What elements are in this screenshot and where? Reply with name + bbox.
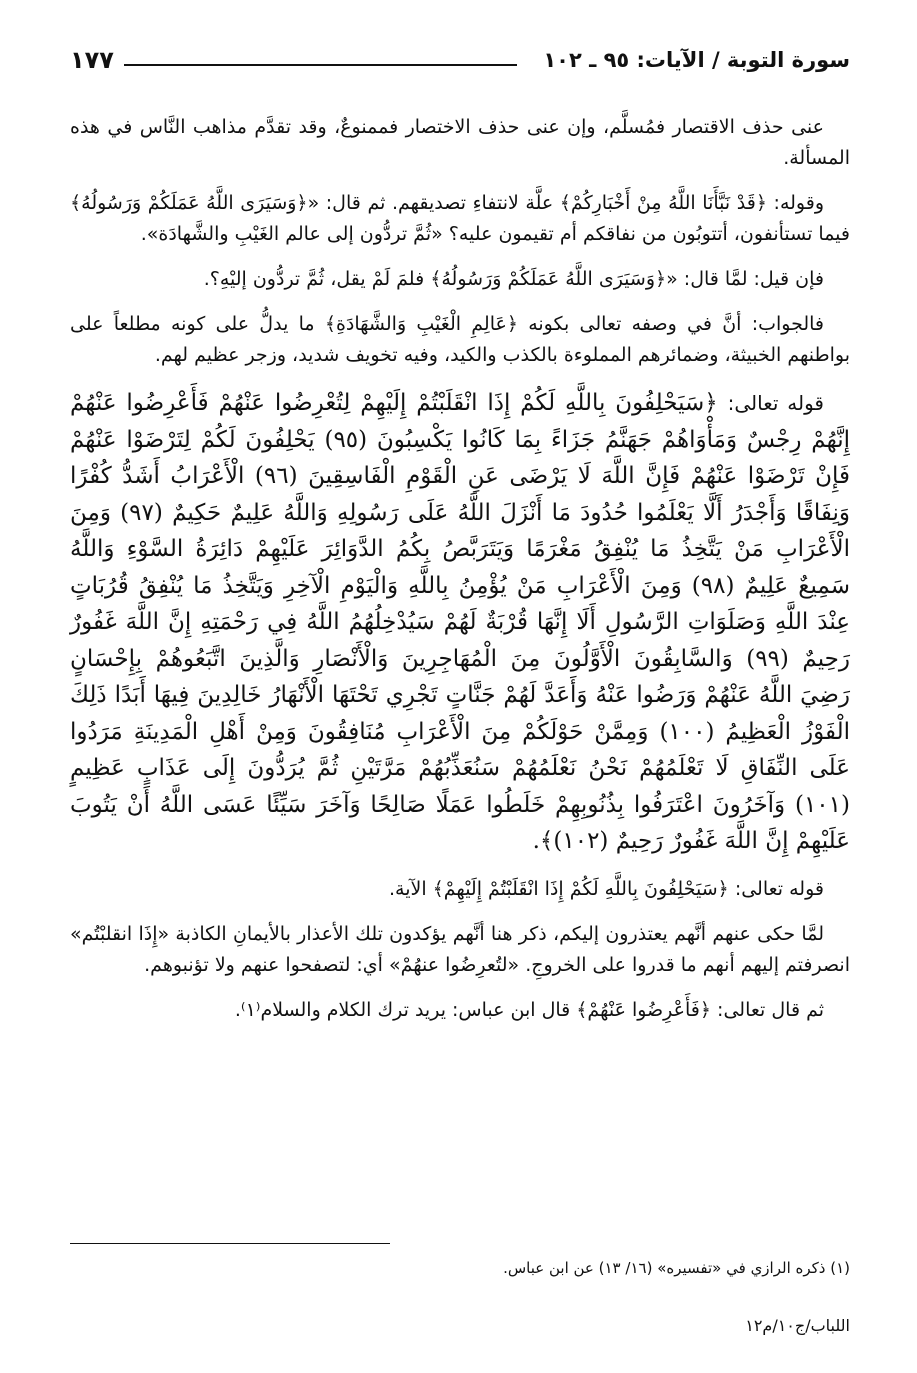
quran-intro: قوله تعالى:	[727, 391, 824, 415]
paragraph: وقوله: ﴿قَدْ نَبَّأَنَا اللَّهُ مِنْ أَخْبَارِكُمْ﴾ علَّة لانتفاءِ تصديقهم. ثم قال: «﴿وَسَيَرَى اللَّهُ عَمَلَكُمْ وَرَسُولُهُ﴾ فيما تستأنفون، أتتوبُون من نفاقكم أم تقيمون عليه؟ «ثُمَّ تردُّون إلى عالم الغَيْبِ والشَّهادَة».	[70, 192, 850, 245]
book-page	[70, 28, 850, 1348]
paragraph: قوله تعالى: ﴿سَيَحْلِفُونَ بِاللَّهِ لَكُمْ إِذَا انْقَلَبْتُمْ إِلَيْهِمْ﴾ الآية.	[388, 877, 824, 900]
paragraph: لمَّا حكى عنهم أنَّهم يعتذرون إليكم، ذكر هنا أنَّهم يؤكدون تلك الأعذار بالأيمانِ الكاذبة «إِذَا انقلبْتُم» انصرفتم إليهم أنهم ما قدروا على الخروجِ. «لتُعرِضُوا عنهُمْ» أي: لتصفحوا عنهم ولا تؤنبوهم.	[70, 922, 850, 976]
page-number: ١٧٧	[70, 46, 114, 74]
paragraph: فإن قيل: لمَّا قال: «﴿وَسَيَرَى اللَّهُ عَمَلَكُمْ وَرَسُولُهُ﴾ فلمَ لَمْ يقل، ثُمَّ تردُّون إليْهِ؟.	[203, 268, 824, 290]
page-body	[70, 112, 850, 1040]
quran-verses-text: ﴿سَيَحْلِفُونَ بِاللَّهِ لَكُمْ إِذَا انْقَلَبْتُمْ إِلَيْهِمْ لِتُعْرِضُوا عَنْهُمْ فَأَعْرِضُوا عَنْهُمْ إِنَّهُمْ رِجْسٌ وَمَأْوَاهُمْ جَهَنَّمُ جَزَاءً بِمَا كَانُوا يَكْسِبُونَ (٩٥) يَحْلِفُونَ لَكُمْ لِتَرْضَوْا عَنْهُمْ فَإِنْ تَرْضَوْا عَنْهُمْ فَإِنَّ اللَّهَ لَا يَرْضَى عَنِ الْقَوْمِ الْفَاسِقِينَ (٩٦) الْأَعْرَابُ أَشَدُّ كُفْرًا وَنِفَاقًا وَأَجْدَرُ أَلَّا يَعْلَمُوا حُدُودَ مَا أَنْزَلَ اللَّهُ عَلَى رَسُولِهِ وَاللَّهُ عَلِيمٌ حَكِيمٌ (٩٧) وَمِنَ الْأَعْرَابِ مَنْ يَتَّخِذُ مَا يُنْفِقُ مَغْرَمًا وَيَتَرَبَّصُ بِكُمُ الدَّوَائِرَ عَلَيْهِمْ دَائِرَةُ السَّوْءِ وَاللَّهُ سَمِيعٌ عَلِيمٌ (٩٨) وَمِنَ الْأَعْرَابِ مَنْ يُؤْمِنُ بِاللَّهِ وَالْيَوْمِ الْآخِرِ وَيَتَّخِذُ مَا يُنْفِقُ قُرُبَاتٍ عِنْدَ اللَّهِ وَصَلَوَاتِ الرَّسُولِ أَلَا إِنَّهَا قُرْبَةٌ لَهُمْ سَيُدْخِلُهُمُ اللَّهُ فِي رَحْمَتِهِ إِنَّ اللَّهَ غَفُورٌ رَحِيمٌ (٩٩) وَالسَّابِقُونَ الْأَوَّلُونَ مِنَ الْمُهَاجِرِينَ وَالْأَنْصَارِ وَالَّذِينَ اتَّبَعُوهُمْ بِإِحْسَانٍ رَضِيَ اللَّهُ عَنْهُمْ وَرَضُوا عَنْهُ وَأَعَدَّ لَهُمْ جَنَّاتٍ تَجْرِي تَحْتَهَا الْأَنْهَارُ خَالِدِينَ فِيهَا أَبَدًا ذَلِكَ الْفَوْزُ الْعَظِيمُ (١٠٠) وَمِمَّنْ حَوْلَكُمْ مِنَ الْأَعْرَابِ مُنَافِقُونَ وَمِنْ أَهْلِ الْمَدِينَةِ مَرَدُوا عَلَى النِّفَاقِ لَا تَعْلَمُهُمْ نَحْنُ نَعْلَمُهُمْ سَنُعَذِّبُهُمْ مَرَّتَيْنِ ثُمَّ يُرَدُّونَ إِلَى عَذَابٍ عَظِيمٍ (١٠١) وَآخَرُونَ اعْتَرَفُوا بِذُنُوبِهِمْ خَلَطُوا عَمَلًا صَالِحًا وَآخَرَ سَيِّئًا عَسَى اللَّهُ أَنْ يَتُوبَ عَلَيْهِمْ إِنَّ اللَّهَ غَفُورٌ رَحِيمٌ (١٠٢)﴾.	[70, 390, 851, 854]
surah-header-title: سورة التوبة / الآيات: ٩٥ ـ ١٠٢	[543, 48, 850, 72]
footnote: (١) ذكره الرازي في «تفسيره» (١٦/ ١٣) عن ابن عباس.	[503, 1259, 850, 1277]
paragraph: عنى حذف الاقتصار فمُسلَّم، وإن عنى حذف الاختصار فممنوعٌ، وقد تقدَّم مذاهب النَّاس في هذه المسألة.	[70, 116, 850, 169]
running-header	[70, 40, 850, 80]
footnote-rule	[70, 1243, 390, 1244]
header-rule	[124, 64, 517, 66]
quran-verses-block	[70, 385, 850, 860]
paragraph: فالجواب: أنَّ في وصفه تعالى بكونه ﴿عَالِمِ الْغَيْبِ وَالشَّهَادَةِ﴾ ما يدلُّ على كونه مطلعاً على بواطنهم الخبيثة، وضمائرهم المملوءة بالكذب والكيد، وفيه تخويف شديد، وزجر عظيم لهم.	[70, 313, 850, 366]
paragraph: ثم قال تعالى: ﴿فَأَعْرِضُوا عَنْهُمْ﴾ قال ابن عباس: يريد ترك الكلام والسلام⁽١⁾.	[234, 998, 824, 1021]
volume-signature: اللباب/ج١٠/م١٢	[745, 1316, 850, 1335]
